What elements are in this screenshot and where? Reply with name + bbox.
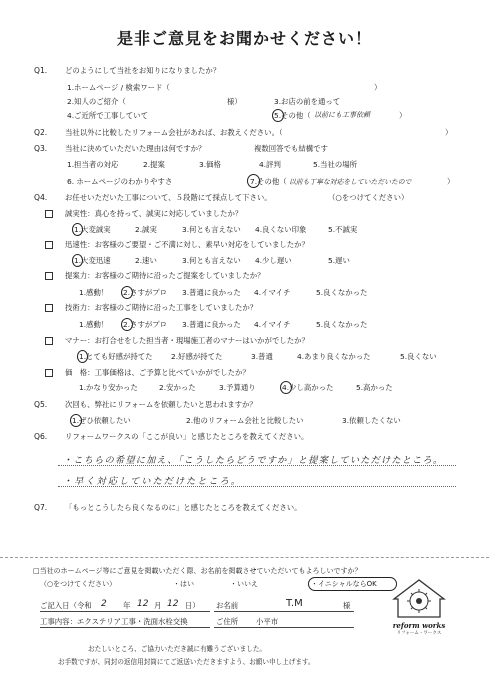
q4-item-option: 1.大変迅速 bbox=[74, 256, 111, 265]
q1-option-4: 4.ご近所で工事していて bbox=[67, 111, 148, 120]
q1-option-2-sama: 様） bbox=[227, 97, 242, 106]
publish-option-initial: ・イニシャルならOK bbox=[311, 580, 377, 588]
q4-item-label: マナー：お打合せをした担当者・現場施工者のマナーはいかがでしたか？ bbox=[65, 336, 309, 345]
q4-item-option: 3.普通 bbox=[251, 352, 273, 361]
q1-option-5-close: ） bbox=[399, 111, 407, 120]
q4-item-label: 提案力：お客様のご期待に沿ったご提案をしていましたか？ bbox=[65, 271, 265, 280]
reform-works-logo bbox=[384, 577, 454, 637]
q5-option-3: 3.依頼したくない bbox=[342, 416, 401, 425]
q4-item-option: 2.誠実 bbox=[135, 225, 157, 234]
publish-question: □当社のホームページ等にご意見を掲載いただく際、お名前を掲載させていただいてもよろしいですか？ bbox=[33, 567, 362, 575]
q4-item-option: 4.あまり良くなかった bbox=[297, 352, 371, 361]
q3-question: 当社に決めていただいた理由は何ですか？ bbox=[65, 144, 206, 153]
q4-item-option: 3.普通に良かった bbox=[182, 320, 241, 329]
name-underline bbox=[214, 611, 354, 612]
q4-answer-circle bbox=[77, 350, 88, 363]
q4-item-option: 5.遅い bbox=[328, 256, 350, 265]
q4-item-option: 5.良くない bbox=[400, 352, 437, 361]
q7-number: Q7. bbox=[34, 503, 48, 512]
q4-item-option: 1.かなり安かった bbox=[79, 383, 138, 392]
q4-item-option: 4.イマイチ bbox=[254, 320, 291, 329]
logo-text: reform works bbox=[392, 621, 446, 630]
respondent-name: T.M bbox=[286, 598, 303, 609]
q6-question: リフォームワークスの「ここが良い」と感じたところを教えてください。 bbox=[65, 432, 309, 441]
q3-option-3: 3.価格 bbox=[199, 160, 221, 169]
q4-item-option: 2.好感が持てた bbox=[171, 352, 223, 361]
q2-question: 当社以外に比較したリフォーム会社があれば、お教えください。（ bbox=[65, 128, 283, 137]
q4-item-checkbox bbox=[45, 369, 53, 377]
month: 12 bbox=[137, 599, 149, 609]
q1-option-2: 2.知人のご紹介（ bbox=[67, 97, 126, 106]
house-logo-icon bbox=[384, 577, 454, 621]
q4-item-option: 1.大変誠実 bbox=[74, 225, 111, 234]
logo-subtext: リフォーム・ワークス bbox=[396, 631, 442, 636]
q3-option-5: 5.当社の場所 bbox=[313, 160, 358, 169]
q6-answer-line-2: ・早く対応していただけたところ。 bbox=[63, 476, 242, 487]
q3-option-7: 7.その他（ bbox=[250, 177, 287, 186]
name-label: お名前 bbox=[216, 601, 239, 610]
q4-item-option: 2.速い bbox=[135, 256, 157, 265]
q4-question: お任せいただいた工事について、５段階にて採点して下さい。 bbox=[65, 193, 272, 202]
publish-option-yes: ・はい bbox=[173, 580, 194, 588]
q3-option-6: 6. ホームページのわかりやすさ bbox=[67, 177, 173, 186]
q4-item-option: 2.安かった bbox=[159, 383, 196, 392]
q4-item-option: 3.何とも言えない bbox=[182, 225, 241, 234]
publish-option-no: ・いいえ bbox=[230, 580, 258, 588]
thanks-note: おたしいところ、ご協力いただき誠に有難うございました。 bbox=[88, 645, 267, 653]
q4-item-option: 3.何とも言えない bbox=[182, 256, 241, 265]
q5-option-1: 1.ぜひ依頼したい bbox=[72, 416, 131, 425]
q3-number: Q3. bbox=[34, 144, 48, 153]
q4-item-option: 2.さすがプロ bbox=[123, 320, 168, 329]
work-underline bbox=[40, 627, 210, 628]
q1-option-1-close: ） bbox=[374, 83, 382, 92]
q4-note: （○をつけてください） bbox=[328, 193, 409, 202]
q1-option-1: 1.ホームページ / 検索ワード（ bbox=[67, 83, 170, 92]
work-content: 工事内容：エクステリア工事・洗面水栓交換 bbox=[40, 617, 188, 626]
q4-item-checkbox bbox=[45, 272, 53, 280]
date-label: ご記入日（令和 bbox=[40, 601, 92, 610]
q3-answer-circle bbox=[247, 174, 260, 188]
q4-answer-circle bbox=[121, 318, 133, 331]
day: 12 bbox=[167, 599, 179, 609]
q4-item-option: 4.少し高かった bbox=[282, 383, 334, 392]
q5-option-2: 2.他のリフォーム会社と比較したい bbox=[186, 416, 304, 425]
q1-option-5: 5.その他（ bbox=[274, 111, 311, 120]
date-underline bbox=[40, 611, 210, 612]
return-note: お手数ですが、同封の返信用封筒にてご返送いただきますよう、お願い申し上げます。 bbox=[58, 658, 315, 666]
q4-item-checkbox bbox=[45, 210, 53, 218]
q3-option-7-close: ） bbox=[447, 177, 455, 186]
q4-number: Q4. bbox=[34, 193, 48, 202]
q4-answer-circle bbox=[72, 254, 83, 267]
q4-item-option: 5.不誠実 bbox=[328, 225, 358, 234]
q4-item-label: 技術力：お客様のご期待に沿った工事をしていましたか？ bbox=[65, 303, 258, 312]
q4-item-option: 5.良くなかった bbox=[316, 320, 368, 329]
q4-item-option: 4.少し遅い bbox=[255, 256, 292, 265]
q3-option-1: 1.担当者の対応 bbox=[67, 160, 119, 169]
address-label: ご住所 bbox=[216, 617, 239, 626]
q5-number: Q5. bbox=[34, 400, 48, 409]
q6-number: Q6. bbox=[34, 432, 48, 441]
q4-item-option: 1.感動！ bbox=[79, 288, 109, 297]
address-value: 小平市 bbox=[256, 617, 279, 626]
q4-item-option: 3.予算通り bbox=[219, 383, 256, 392]
q4-item-option: 4.良くない印象 bbox=[255, 225, 307, 234]
q2-close: ） bbox=[445, 128, 453, 137]
q1-option-3: 3.お店の前を通って bbox=[274, 97, 341, 106]
name-sama: 様 bbox=[343, 601, 351, 610]
q4-item-option: 5.良くなかった bbox=[316, 288, 368, 297]
day-label: 日） bbox=[185, 601, 200, 610]
q4-answer-circle bbox=[121, 286, 133, 299]
q5-answer-circle bbox=[70, 414, 82, 427]
q3-option-2: 2.提案 bbox=[143, 160, 165, 169]
q3-option-4: 4.評判 bbox=[259, 160, 281, 169]
q4-item-checkbox bbox=[45, 241, 53, 249]
year-label: 年 bbox=[123, 601, 131, 610]
q6-answer-rule bbox=[58, 486, 456, 487]
page-title: 是非ご意見をお聞かせください！ bbox=[116, 29, 372, 48]
q4-item-checkbox bbox=[45, 337, 53, 345]
q3-option-7-answer: 以前も丁寧な対応をしていただいたので bbox=[289, 178, 412, 186]
address-underline bbox=[214, 627, 354, 628]
q6-answer-line-1: ・こちらの希望に加え、「こうしたらどうですか」と提案していただけたところ。 bbox=[63, 455, 444, 466]
q3-note: 複数回答でも結構です bbox=[254, 144, 328, 153]
cut-line bbox=[0, 557, 489, 558]
q4-answer-circle bbox=[72, 223, 83, 236]
q1-number: Q1. bbox=[34, 66, 48, 75]
q4-item-option: 5.高かった bbox=[356, 383, 393, 392]
q4-item-label: 迅速性：お客様のご要望・ご不満に対し、素早い対応をしていましたか？ bbox=[65, 240, 309, 249]
q4-item-option: 3.普通に良かった bbox=[182, 288, 241, 297]
q1-answer-circle bbox=[272, 109, 284, 122]
publish-note: （○をつけてください） bbox=[40, 580, 117, 588]
q4-item-option: 4.イマイチ bbox=[254, 288, 291, 297]
q4-answer-circle bbox=[280, 381, 292, 394]
q2-number: Q2. bbox=[34, 128, 48, 137]
era-year: 2 bbox=[101, 599, 107, 609]
q4-item-label: 誠実性：真心を持って、誠実に対応していましたか？ bbox=[65, 209, 243, 218]
q1-option-5-answer: 以前にも工事依頼 bbox=[314, 111, 370, 119]
q4-item-option: 2.さすがプロ bbox=[123, 288, 168, 297]
q4-item-checkbox bbox=[45, 304, 53, 312]
month-label: 月 bbox=[154, 601, 162, 610]
q6-answer-rule bbox=[58, 465, 456, 466]
q5-question: 次回も、弊社にリフォームを依頼したいと思われますか？ bbox=[65, 400, 257, 409]
q1-question: どのようにして当社をお知りになりましたか？ bbox=[65, 66, 221, 75]
q4-item-option: 1.とても好感が持てた bbox=[79, 352, 153, 361]
q7-question: 「もっとこうしたら良くなるのに」と感じたところを教えてください。 bbox=[65, 503, 302, 512]
q4-item-option: 1.感動！ bbox=[79, 320, 109, 329]
q4-item-label: 価 格：工事価格は、ご予算と比べていかがでしたか？ bbox=[65, 368, 250, 377]
